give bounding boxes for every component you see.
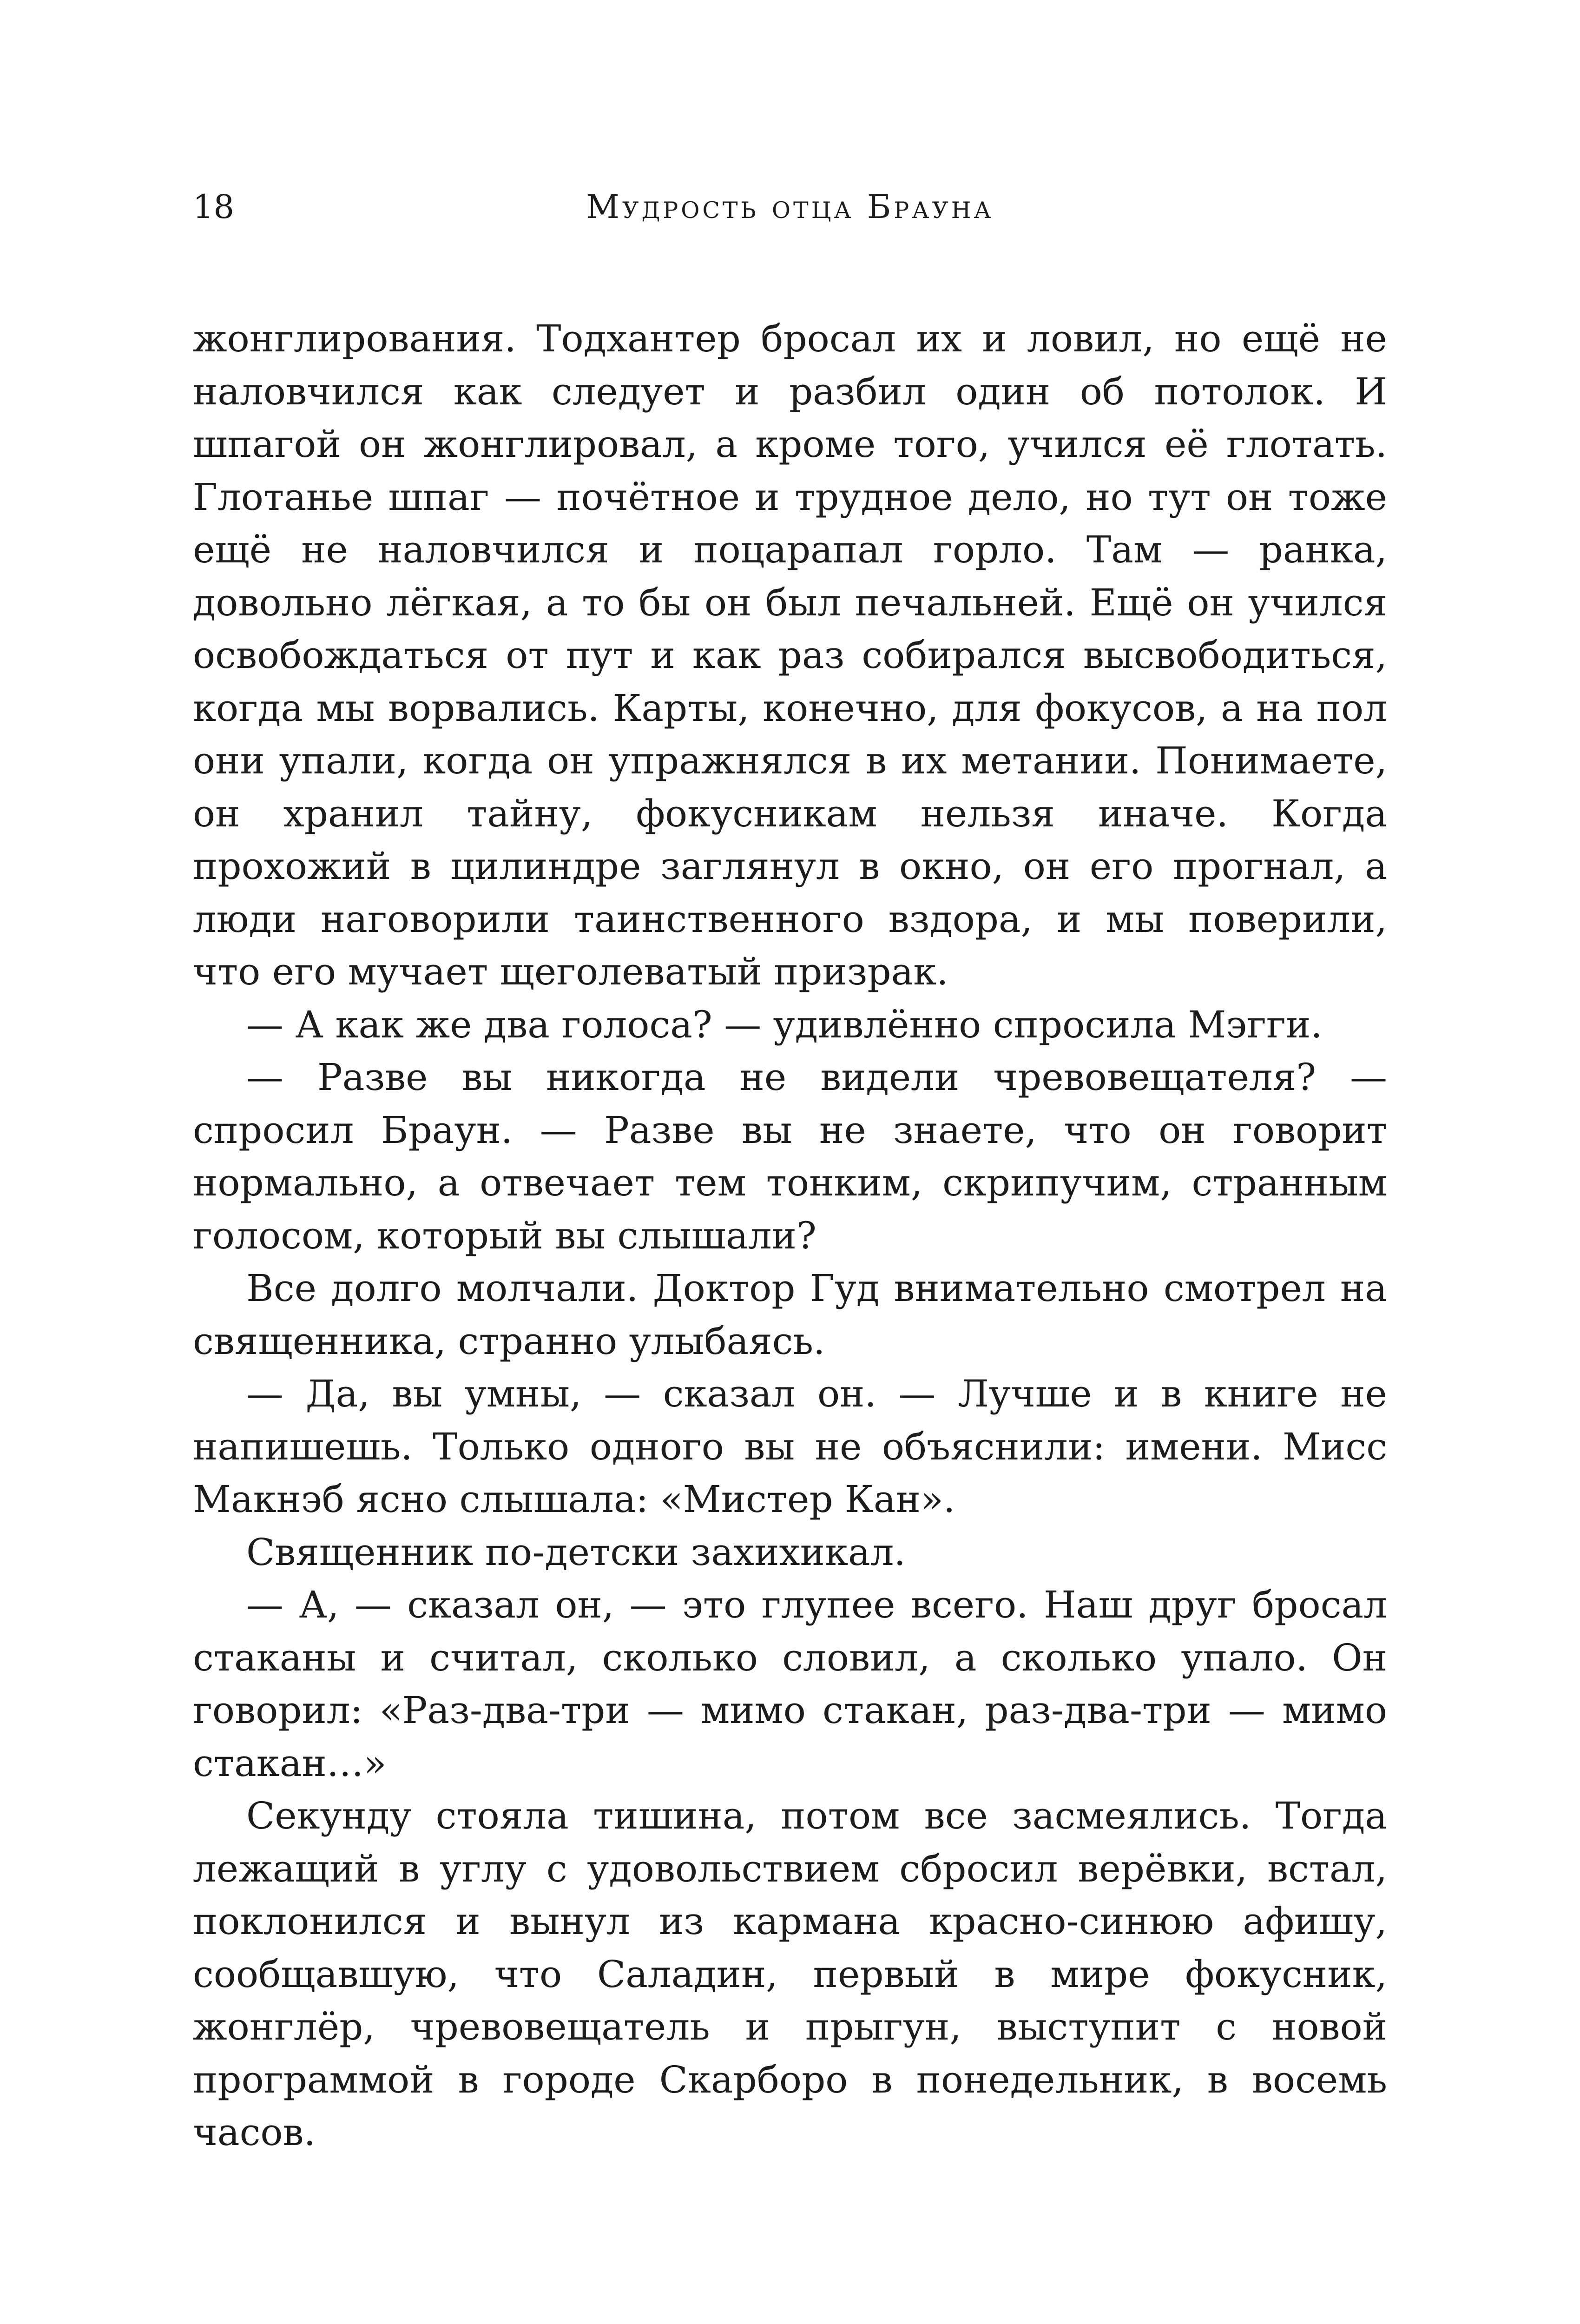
paragraph: Священник по-детски захихикал. <box>246 1530 906 1574</box>
page-header <box>193 184 1387 235</box>
text-body <box>193 312 1387 2159</box>
paragraph: Все долго молчали. Доктор Гуд внимательно смотрел на священника, странно улыбаясь. <box>193 1267 1387 1363</box>
paragraph: Секунду стояла тишина, потом все засмеялись. Тогда лежащий в углу с удовольствием сбросил верёвки, встал, поклонился и вынул из кармана красно-синюю афишу, сообщавшую, что Саладин, первый в мире фокусник, жонглёр, чревовещатель и прыгун, выступит с новой программой в городе Скарборо в понедельник, в восемь часов. <box>193 1794 1387 2154</box>
paragraph-dialogue: — Разве вы никогда не видели чревовещателя? — спросил Браун. — Разве вы не знаете, что он говорит нормально, а отвечает тем тонким, скрипучим, странным голосом, который вы слышали? <box>193 1056 1387 1257</box>
paragraph-dialogue: — А как же два голоса? — удивлённо спросила Мэгги. <box>246 1003 1323 1046</box>
paragraph-dialogue: — Да, вы умны, — сказал он. — Лучше и в книге не напишешь. Только одного вы не объяснили: имени. Мисс Макнэб ясно слышала: «Мистер Кан». <box>193 1372 1387 1521</box>
page-number: 18 <box>193 188 235 226</box>
paragraph-dialogue: — А, — сказал он, — это глупее всего. Наш друг бросал стаканы и считал, сколько словил, а сколько упало. Он говорил: «Раз-два-три — мимо стакан, раз-два-три — мимо стакан…» <box>193 1583 1387 1785</box>
paragraph-continuation: жонглирования. Тодхантер бросал их и ловил, но ещё не наловчился как следует и разбил один об потолок. И шпагой он жонглировал, а кроме того, учился её глотать. Глотанье шпаг — почётное и трудное дело, но тут он тоже ещё не наловчился и поцарапал горло. Там — ранка, довольно лёгкая, а то бы он был печальней. Ещё он учился освобождаться от пут и как раз собирался высвободиться, когда мы ворвались. Карты, конечно, для фокусов, а на пол они упали, когда он упражнялся в их метании. Понимаете, он хранил тайну, фокусникам нельзя иначе. Когда прохожий в цилиндре заглянул в окно, он его прогнал, а люди наговорили таинственного вздора, и мы поверили, что его мучает щеголеватый призрак. <box>193 317 1387 993</box>
running-title: Мудрость отца Брауна <box>586 188 994 226</box>
